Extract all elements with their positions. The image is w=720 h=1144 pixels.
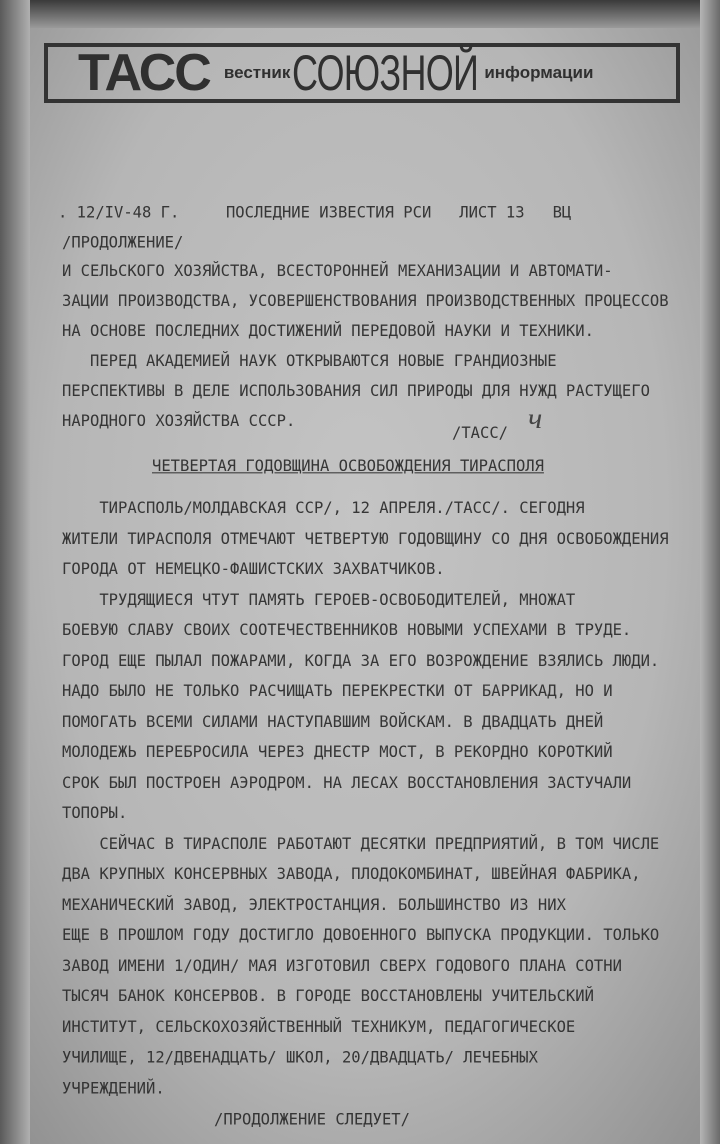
text-line: ЗАВОД ИМЕНИ 1/ОДИН/ МАЯ ИЗГОТОВИЛ СВЕРХ ГОДОВОГО ПЛАНА СОТНИ bbox=[62, 956, 622, 975]
text-line: ТИРАСПОЛЬ/МОЛДАВСКАЯ ССР/, 12 АПРЕЛЯ./ТАСС/. СЕГОДНЯ bbox=[62, 498, 585, 518]
text-line: СРОК БЫЛ ПОСТРОЕН АЭРОДРОМ. НА ЛЕСАХ ВОССТАНОВЛЕНИЯ ЗАСТУЧАЛИ bbox=[62, 773, 632, 792]
text-line: ТРУДЯЩИЕСЯ ЧТУТ ПАМЯТЬ ГЕРОЕВ-ОСВОБОДИТЕЛЕЙ, МНОЖАТ bbox=[62, 590, 576, 609]
text-line: УЧРЕЖДЕНИЙ. bbox=[62, 1078, 165, 1097]
text-line: МОЛОДЕЖЬ ПЕРЕБРОСИЛА ЧЕРЕЗ ДНЕСТР МОСТ, В РЕКОРДНО КОРОТКИЙ bbox=[62, 742, 613, 762]
text-line: ГОРОД ЕЩЕ ПЫЛАЛ ПОЖАРАМИ, КОГДА ЗА ЕГО ВОЗРОЖДЕНИЕ ВЗЯЛИСЬ ЛЮДИ. bbox=[62, 651, 660, 670]
handwritten-mark: ч bbox=[528, 402, 543, 435]
text-line: БОЕВУЮ СЛАВУ СВОИХ СООТЕЧЕСТВЕННИКОВ НОВЫМИ УСПЕХАМИ В ТРУДЕ. bbox=[62, 620, 632, 640]
text-line: ДВА КРУПНЫХ КОНСЕРВНЫХ ЗАВОДА, ПЛОДОКОМБИНАТ, ШВЕЙНАЯ ФАБРИКА, bbox=[62, 864, 641, 884]
text-line: ПОМОГАТЬ ВСЕМИ СИЛАМИ НАСТУПАВШИМ ВОЙСКАМ. В ДВАДЦАТЬ ДНЕЙ bbox=[62, 712, 604, 731]
text-line: СЕЙЧАС В ТИРАСПОЛЕ РАБОТАЮТ ДЕСЯТКИ ПРЕДПРИЯТИЙ, В ТОМ ЧИСЛЕ bbox=[62, 834, 660, 853]
text-line: НАРОДНОГО ХОЗЯЙСТВА СССР. bbox=[62, 411, 296, 431]
text-line: ТОПОРЫ. bbox=[62, 803, 128, 823]
text-line: ПЕРЕД АКАДЕМИЕЙ НАУК ОТКРЫВАЮТСЯ НОВЫЕ ГРАНДИОЗНЫЕ bbox=[62, 351, 557, 371]
masthead-word3: информации bbox=[484, 63, 594, 82]
masthead-word2: СОЮЗНОЙ bbox=[292, 45, 479, 101]
scan-edge-left bbox=[0, 0, 30, 1144]
continued-footer: /ПРОДОЛЖЕНИЕ СЛЕДУЕТ/ bbox=[214, 1109, 410, 1129]
masthead-agency: ТАСС bbox=[78, 44, 210, 102]
text-line: УЧИЛИЩЕ, 12/ДВЕНАДЦАТЬ/ ШКОЛ, 20/ДВАДЦАТЬ/ ЛЕЧЕБНЫХ bbox=[62, 1047, 538, 1067]
text-line: ЗАЦИИ ПРОИЗВОДСТВА, УСОВЕРШЕНСТВОВАНИЯ ПРОИЗВОДСТВЕННЫХ ПРОЦЕССОВ bbox=[62, 291, 669, 311]
text-line: И СЕЛЬСКОГО ХОЗЯЙСТВА, ВСЕСТОРОННЕЙ МЕХАНИЗАЦИИ И АВТОМАТИ- bbox=[62, 261, 613, 281]
scan-edge-top bbox=[0, 0, 720, 28]
text-line: ЕЩЕ В ПРОШЛОМ ГОДУ ДОСТИГЛО ДОВОЕННОГО ВЫПУСКА ПРОДУКЦИИ. ТОЛЬКО bbox=[62, 925, 660, 945]
scan-edge-right bbox=[700, 0, 720, 1144]
text-line: ПЕРСПЕКТИВЫ В ДЕЛЕ ИСПОЛЬЗОВАНИЯ СИЛ ПРИРОДЫ ДЛЯ НУЖД РАСТУЩЕГО bbox=[62, 381, 650, 401]
text-line: ЖИТЕЛИ ТИРАСПОЛЯ ОТМЕЧАЮТ ЧЕТВЕРТУЮ ГОДОВЩИНУ СО ДНЯ ОСВОБОЖДЕНИЯ bbox=[62, 529, 669, 548]
continuation-label: /ПРОДОЛЖЕНИЕ/ bbox=[62, 232, 184, 252]
masthead-word1: вестник bbox=[223, 63, 291, 82]
text-line: МЕХАНИЧЕСКИЙ ЗАВОД, ЭЛЕКТРОСТАНЦИЯ. БОЛЬШИНСТВО ИЗ НИХ bbox=[62, 895, 566, 914]
text-line: ГОРОДА ОТ НЕМЕЦКО-ФАШИСТСКИХ ЗАХВАТЧИКОВ. bbox=[62, 559, 445, 579]
tass-masthead bbox=[44, 43, 680, 103]
text-line: ИНСТИТУТ, СЕЛЬСКОХОЗЯЙСТВЕННЫЙ ТЕХНИКУМ, ПЕДАГОГИЧЕСКОЕ bbox=[62, 1017, 576, 1036]
text-line: НА ОСНОВЕ ПОСЛЕДНИХ ДОСТИЖЕНИЙ ПЕРЕДОВОЙ НАУКИ И ТЕХНИКИ. bbox=[62, 321, 594, 341]
article-title: ЧЕТВЕРТАЯ ГОДОВЩИНА ОСВОБОЖДЕНИЯ ТИРАСПОЛЯ bbox=[152, 456, 544, 476]
document-header-line: . 12/IV-48 Г. ПОСЛЕДНИЕ ИЗВЕСТИЯ РСИ ЛИСТ 13 ВЦ bbox=[58, 202, 572, 222]
source-tass: /ТАСС/ bbox=[452, 423, 508, 443]
text-line: НАДО БЫЛО НЕ ТОЛЬКО РАСЧИЩАТЬ ПЕРЕКРЕСТКИ ОТ БАРРИКАД, НО И bbox=[62, 681, 613, 701]
text-line: ТЫСЯЧ БАНОК КОНСЕРВОВ. В ГОРОДЕ ВОССТАНОВЛЕНЫ УЧИТЕЛЬСКИЙ bbox=[62, 986, 594, 1006]
